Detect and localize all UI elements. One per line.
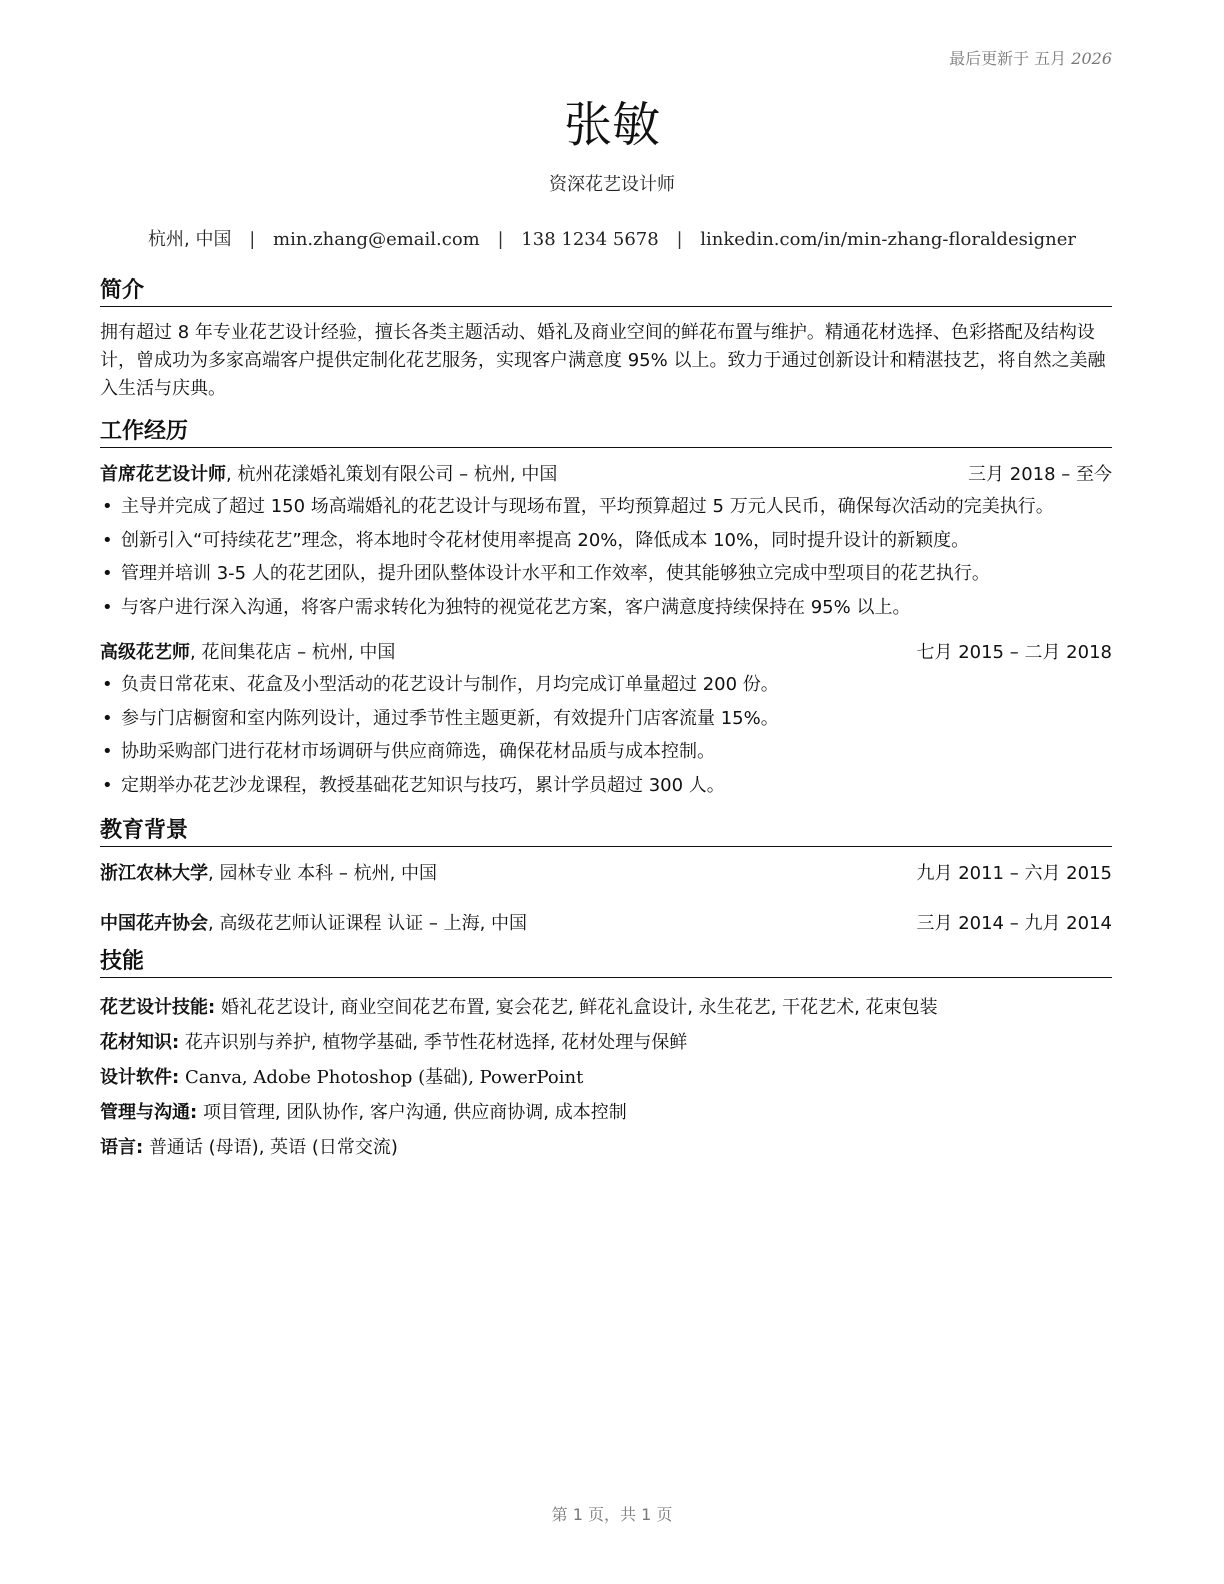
candidate-name: 张敏: [563, 97, 660, 153]
education-dates: 三月 2014 – 九月 2014: [916, 913, 1112, 934]
section-title-summary: 简介: [100, 276, 1112, 307]
job-bullet: • 管理并培训 3-5 人的花艺团队，提升团队整体设计水平和工作效率，使其能够独立完成中型项目的花艺执行。: [100, 557, 1112, 591]
job-bullet: • 创新引入“可持续花艺”理念，将本地时令花材使用率提高 20%，降低成本 10%，同时提升设计的新颖度。: [100, 524, 1112, 558]
education-entry: [100, 909, 1112, 939]
job-bullet: • 与客户进行深入沟通，将客户需求转化为独特的视觉花艺方案，客户满意度持续保持在 95% 以上。: [100, 591, 1112, 625]
last-updated-year: 2026: [1071, 49, 1112, 68]
last-updated: [949, 46, 1112, 69]
contact-email[interactable]: min.zhang@email.com: [273, 229, 480, 250]
job-bullet: • 主导并完成了超过 150 场高端婚礼的花艺设计与现场布置，平均预算超过 5 万元人民币，确保每次活动的完美执行。: [100, 490, 1112, 524]
job-bullet: • 负责日常花束、花盒及小型活动的花艺设计与制作，月均完成订单量超过 200 份。: [100, 668, 1112, 702]
job-dates: 七月 2015 – 二月 2018: [916, 642, 1112, 663]
skill-row: [100, 1025, 1112, 1060]
contact-separator: |: [497, 229, 504, 250]
contact-separator: |: [249, 229, 256, 250]
summary-text: 拥有超过 8 年专业花艺设计经验，擅长各类主题活动、婚礼及商业空间的鲜花布置与维护。精通花材选择、色彩搭配及结构设计，曾成功为多家高端客户提供定制化花艺服务，实现客户满意度 95% 以上。致力于通过创新设计和精湛技艺，将自然之美融入生活与庆典。: [100, 322, 1106, 399]
skill-label: 设计软件:: [100, 1067, 180, 1088]
section-title-experience: 工作经历: [100, 417, 1112, 448]
contact-separator: |: [676, 229, 683, 250]
job-bullet: • 定期举办花艺沙龙课程，教授基础花艺知识与技巧，累计学员超过 300 人。: [100, 769, 1112, 803]
skill-row: [100, 1130, 1112, 1165]
contact-phone[interactable]: 138 1234 5678: [521, 229, 659, 250]
job-bullets: [100, 668, 1112, 802]
contact-line: [0, 225, 1224, 251]
skill-value: Canva, Adobe Photoshop (基础), PowerPoint: [184, 1067, 584, 1088]
contact-location: 杭州, 中国: [148, 229, 232, 250]
job-dates: 三月 2018 – 至今: [968, 464, 1112, 485]
skill-value: 普通话 (母语), 英语 (日常交流): [148, 1137, 398, 1158]
last-updated-month: 五月: [1034, 49, 1067, 68]
job-bullet: • 协助采购部门进行花材市场调研与供应商筛选，确保花材品质与成本控制。: [100, 735, 1112, 769]
job-bullet: • 参与门店橱窗和室内陈列设计，通过季节性主题更新，有效提升门店客流量 15%。: [100, 702, 1112, 736]
job-org: , 杭州花漾婚礼策划有限公司 – 杭州, 中国: [226, 464, 558, 485]
job-bullets: [100, 490, 1112, 624]
skill-label: 花艺设计技能:: [100, 997, 216, 1018]
education-dates: 九月 2011 – 六月 2015: [916, 863, 1112, 884]
education-school: 中国花卉协会: [100, 913, 208, 934]
skill-value: 婚礼花艺设计, 商业空间花艺布置, 宴会花艺, 鲜花礼盒设计, 永生花艺, 干花艺术, 花束包装: [220, 997, 938, 1018]
education-entry: [100, 859, 1112, 889]
job-entry: [100, 638, 1112, 802]
job-role: 首席花艺设计师: [100, 464, 226, 485]
job-org: , 花间集花店 – 杭州, 中国: [190, 642, 396, 663]
section-title-skills: 技能: [100, 947, 1112, 978]
skill-label: 语言:: [100, 1137, 144, 1158]
job-entry: [100, 460, 1112, 624]
skill-row: [100, 990, 1112, 1025]
candidate-headline: 资深花艺设计师: [549, 174, 675, 195]
skill-value: 项目管理, 团队协作, 客户沟通, 供应商协调, 成本控制: [202, 1102, 627, 1123]
skill-row: [100, 1060, 1112, 1095]
last-updated-label: 最后更新于: [949, 49, 1030, 68]
job-role: 高级花艺师: [100, 642, 190, 663]
resume-content: [100, 276, 1112, 1165]
education-detail: , 高级花艺师认证课程 认证 – 上海, 中国: [208, 913, 528, 934]
section-title-education: 教育背景: [100, 816, 1112, 847]
skill-value: 花卉识别与养护, 植物学基础, 季节性花材选择, 花材处理与保鲜: [184, 1032, 688, 1053]
contact-linkedin[interactable]: linkedin.com/in/min-zhang-floraldesigner: [700, 229, 1076, 250]
skill-row: [100, 1095, 1112, 1130]
skill-label: 花材知识:: [100, 1032, 180, 1053]
skill-label: 管理与沟通:: [100, 1102, 198, 1123]
education-school: 浙江农林大学: [100, 863, 208, 884]
page-footer: 第 1 页，共 1 页: [551, 1505, 673, 1524]
education-detail: , 园林专业 本科 – 杭州, 中国: [208, 863, 438, 884]
